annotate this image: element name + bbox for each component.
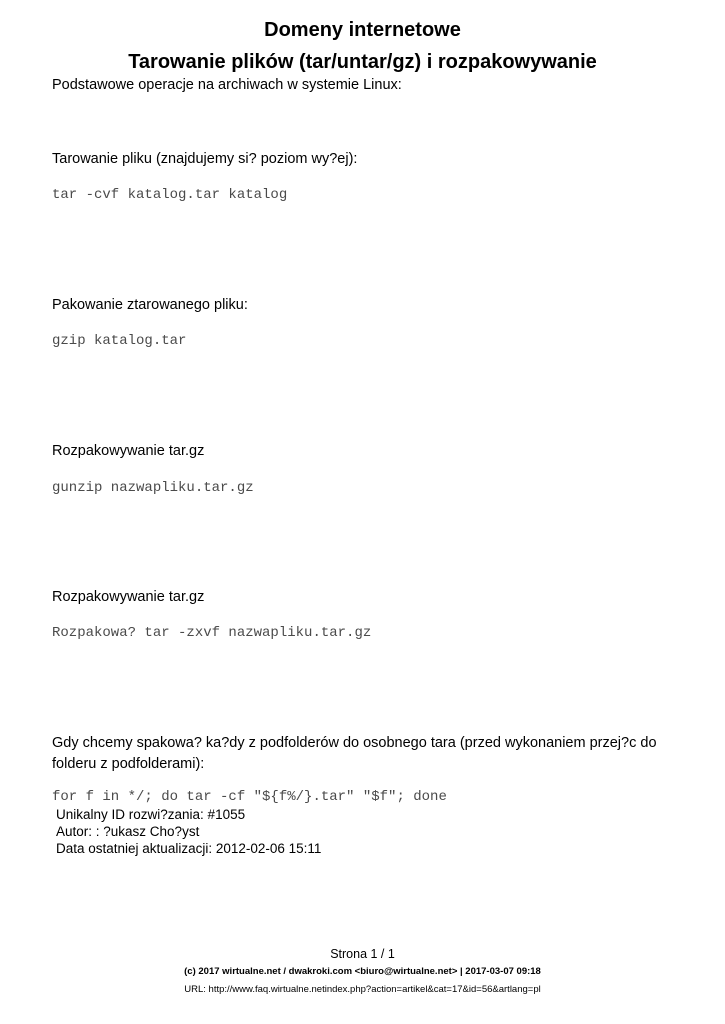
code-line: gzip katalog.tar: [52, 333, 187, 349]
solution-id: Unikalny ID rozwi?zania: #1055: [56, 807, 246, 822]
section-label: Pakowanie ztarowanego pliku:: [52, 297, 248, 313]
section-label: Tarowanie pliku (znajdujemy si? poziom wy?ej):: [52, 151, 358, 167]
code-line: for f in */; do tar -cf "${f%/}.tar" "$f"; done: [52, 789, 447, 805]
code-line: tar -cvf katalog.tar katalog: [52, 187, 288, 203]
last-updated: Data ostatniej aktualizacji: 2012-02-06 15:11: [56, 841, 322, 856]
code-line: Rozpakowa? tar -zxvf nazwapliku.tar.gz: [52, 625, 372, 641]
copyright-line: (c) 2017 wirtualne.net / dwakroki.com <biuro@wirtualne.net> | 2017-03-07 09:18: [184, 966, 541, 977]
author-line: Autor: : ?ukasz Cho?yst: [56, 824, 200, 839]
source-url: URL: http://www.faq.wirtualne.netindex.php?action=artikel&cat=17&id=56&artlang=pl: [184, 984, 541, 995]
code-line: gunzip nazwapliku.tar.gz: [52, 480, 254, 496]
section-label: Rozpakowywanie tar.gz: [52, 589, 205, 605]
intro-text: Podstawowe operacje na archiwach w systemie Linux:: [52, 77, 402, 93]
section-label: Rozpakowywanie tar.gz: [52, 443, 205, 459]
article-title: Tarowanie plików (tar/untar/gz) i rozpakowywanie: [128, 51, 597, 73]
section-label: Gdy chcemy spakowa? ka?dy z podfolderów do osobnego tara (przed wykonaniem przej?c do folderu z podfolderami):: [52, 735, 657, 772]
page-number: Strona 1 / 1: [330, 947, 395, 961]
page-title: Domeny internetowe: [264, 19, 461, 41]
